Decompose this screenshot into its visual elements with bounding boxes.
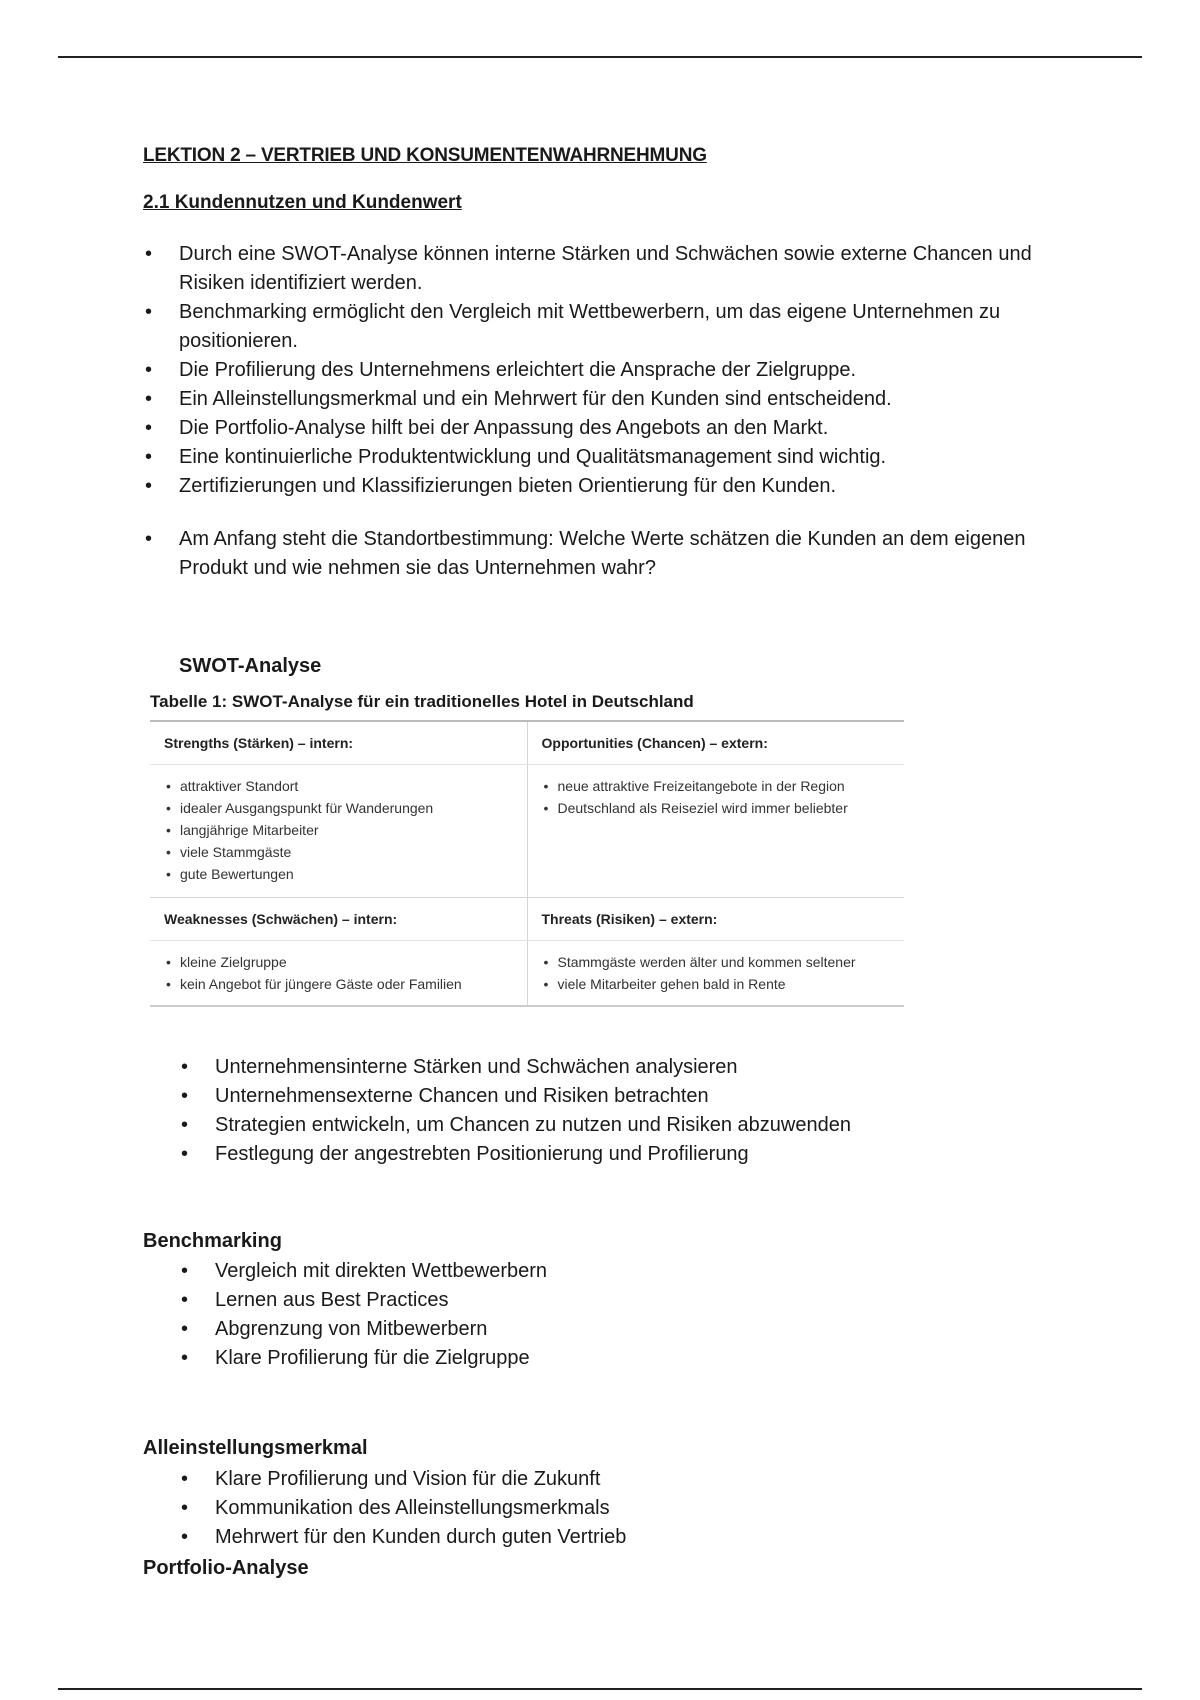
weaknesses-cell [150,941,527,1007]
list-item: • Unternehmensinterne Stärken und Schwächen analysieren [215,1053,851,1082]
strengths-title: Strengths (Stärken) – intern: [150,721,527,765]
list-item: • Lernen aus Best Practices [215,1286,547,1315]
top-rule [58,56,1142,58]
swot-heading: SWOT-Analyse [179,655,322,677]
table-caption: Tabelle 1: SWOT-Analyse für ein traditionelles Hotel in Deutschland [150,692,694,711]
threats-title: Threats (Risiken) – extern: [527,898,904,941]
list-item: • Deutschland als Reiseziel wird immer beliebter [542,797,891,819]
list-item: • Am Anfang steht die Standortbestimmung: Welche Werte schätzen die Kunden an dem eigenen Produkt und wie nehmen sie das Unternehmen wahr? [179,525,1059,583]
benchmarking-heading: Benchmarking [143,1230,282,1252]
lesson-title: LEKTION 2 – VERTRIEB UND KONSUMENTENWAHRNEHMUNG [143,145,707,166]
list-item: • Ein Alleinstellungsmerkmal und ein Mehrwert für den Kunden sind entscheidend. [179,385,1059,414]
section-title: 2.1 Kundennutzen und Kundenwert [143,192,462,213]
swot-bullets [215,1053,851,1169]
weaknesses-title: Weaknesses (Schwächen) – intern: [150,898,527,941]
list-item: • Abgrenzung von Mitbewerbern [215,1315,547,1344]
list-item: • Zertifizierungen und Klassifizierungen bieten Orientierung für den Kunden. [179,472,1059,501]
list-item: • Die Profilierung des Unternehmens erleichtert die Ansprache der Zielgruppe. [179,356,1059,385]
list-item: • Unternehmensexterne Chancen und Risiken betrachten [215,1082,851,1111]
list-item: • viele Mitarbeiter gehen bald in Rente [542,973,891,995]
alleinstellungsmerkmal-list [215,1465,626,1552]
list-item: • gute Bewertungen [164,863,513,885]
swot-table [150,720,904,1007]
list-item: • Kommunikation des Alleinstellungsmerkmals [215,1494,626,1523]
benchmarking-list [215,1257,547,1373]
intro-list [179,240,1059,583]
list-item: • Durch eine SWOT-Analyse können interne Stärken und Schwächen sowie externe Chancen und Risiken identifiziert werden. [179,240,1059,298]
list-item: • Mehrwert für den Kunden durch guten Vertrieb [215,1523,626,1552]
list-item: • Strategien entwickeln, um Chancen zu nutzen und Risiken abzuwenden [215,1111,851,1140]
list-item: • Klare Profilierung und Vision für die Zukunft [215,1465,626,1494]
list-item: • neue attraktive Freizeitangebote in der Region [542,775,891,797]
list-item: • kleine Zielgruppe [164,951,513,973]
list-item: • idealer Ausgangspunkt für Wanderungen [164,797,513,819]
list-item: • Eine kontinuierliche Produktentwicklung und Qualitätsmanagement sind wichtig. [179,443,1059,472]
portfolio-heading: Portfolio-Analyse [143,1557,309,1579]
strengths-cell [150,765,527,898]
list-item: • kein Angebot für jüngere Gäste oder Familien [164,973,513,995]
opportunities-cell [527,765,904,898]
list-item: • Stammgäste werden älter und kommen seltener [542,951,891,973]
list-item: • Die Portfolio-Analyse hilft bei der Anpassung des Angebots an den Markt. [179,414,1059,443]
list-item: • Festlegung der angestrebten Positionierung und Profilierung [215,1140,851,1169]
list-item: • langjährige Mitarbeiter [164,819,513,841]
alleinstellungsmerkmal-heading: Alleinstellungsmerkmal [143,1437,368,1459]
list-item: • Benchmarking ermöglicht den Vergleich mit Wettbewerbern, um das eigene Unternehmen zu positionieren. [179,298,1059,356]
list-item: • viele Stammgäste [164,841,513,863]
opportunities-title: Opportunities (Chancen) – extern: [527,721,904,765]
threats-cell [527,941,904,1007]
list-item: • attraktiver Standort [164,775,513,797]
list-item: • Vergleich mit direkten Wettbewerbern [215,1257,547,1286]
bottom-rule [58,1688,1142,1690]
list-item: • Klare Profilierung für die Zielgruppe [215,1344,547,1373]
